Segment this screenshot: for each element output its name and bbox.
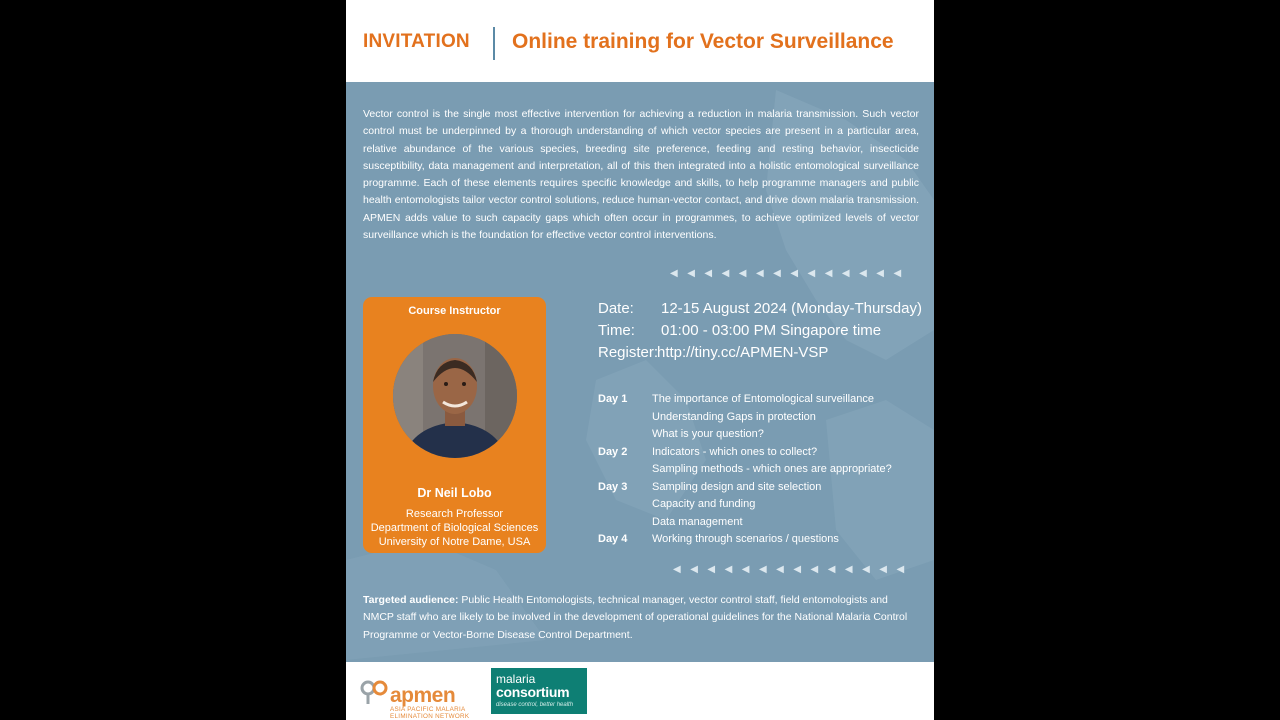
schedule-topic: Understanding Gaps in protection [652, 410, 816, 423]
footer [346, 662, 934, 720]
day-label: Day 1 [598, 393, 628, 405]
info-date-row [598, 300, 922, 317]
chevron-divider-top: ◀◀◀◀◀◀◀◀◀◀◀◀◀◀ [670, 268, 911, 279]
audience-text: Public Health Entomologists, technical manager, vector control staff, field entomologists and NMCP staff who are likely to be involved in the development of operational guidelines for the National Malaria Control Programme or Vector-Borne Disease Control Department. [363, 594, 908, 641]
instructor-photo [393, 334, 517, 458]
apmen-logo [360, 672, 470, 720]
card-heading: Course Instructor [408, 305, 501, 317]
day-label: Day 2 [598, 445, 628, 458]
date-value: 12-15 August 2024 (Monday-Thursday) [661, 300, 922, 317]
intro-paragraph: Vector control is the single most effective intervention for achieving a reduction in malaria transmission. Such vector control must be underpinned by a thorough understanding of which vector species are present in a particular area, relative abundance of the various species, breeding site preference, feeding and resting behavior, insecticide susceptibility, data management and interpretation, all of this then integrated into a holistic entomological surveillance programme. Each of these elements requires specific knowledge and skills, to help programme managers and public health entomologists tailor vector control solutions, reduce human-vector contact, and drive down malaria transmission. APMEN adds value to such capacity gaps which often occur in programmes, to achieve optimized levels of vector surveillance which is the foundation for effective vector control interventions. [363, 108, 919, 242]
chevron-divider-bottom: ◀◀◀◀◀◀◀◀◀◀◀◀◀◀ [673, 564, 914, 575]
info-register-row [598, 344, 829, 361]
apmen-mosquito-icon [360, 678, 390, 704]
invitation-label: INVITATION [363, 31, 470, 52]
time-label: Time: [598, 322, 635, 339]
schedule-topic: Sampling design and site selection [652, 480, 822, 493]
instructor-university: University of Notre Dame, USA [378, 536, 531, 548]
flyer [346, 0, 934, 720]
day-label: Day 3 [598, 480, 628, 493]
schedule-topic: Capacity and funding [652, 498, 756, 510]
apmen-subtitle-line1: ASIA PACIFIC MALARIA [390, 706, 466, 713]
header-divider [493, 27, 495, 60]
apmen-subtitle-line2: ELIMINATION NETWORK [390, 713, 470, 720]
schedule-topic: Working through scenarios / questions [652, 533, 839, 545]
schedule-topic: What is your question? [652, 428, 764, 440]
header-bar [346, 0, 934, 82]
apmen-wordmark: apmen [390, 684, 456, 707]
malaria-consortium-logo [491, 668, 587, 714]
day-label: Day 4 [598, 533, 628, 545]
register-link[interactable]: http://tiny.cc/APMEN-VSP [657, 344, 829, 361]
person-avatar-icon [393, 334, 517, 458]
schedule-topic: Sampling methods - which ones are appropriate? [652, 463, 892, 475]
instructor-card [363, 297, 546, 553]
page-title: Online training for Vector Surveillance [512, 30, 894, 53]
date-label: Date: [598, 300, 634, 317]
instructor-name: Dr Neil Lobo [417, 486, 492, 500]
schedule-topic: Indicators - which ones to collect? [652, 445, 818, 458]
mc-wordmark-line1: malaria [496, 672, 536, 686]
instructor-department: Department of Biological Sciences [370, 522, 539, 534]
mc-wordmark-line2: consortium [496, 684, 570, 700]
mc-tagline: disease control, better health [496, 702, 574, 708]
info-time-row [598, 322, 882, 339]
instructor-role: Research Professor [405, 508, 504, 520]
register-label: Register: [598, 344, 659, 361]
schedule-topic: The importance of Entomological surveillance [652, 393, 874, 405]
schedule-topic: Data management [652, 515, 743, 528]
time-value: 01:00 - 03:00 PM Singapore time [661, 322, 882, 339]
audience-paragraph [363, 592, 919, 644]
audience-label: Targeted audience: [363, 594, 459, 606]
